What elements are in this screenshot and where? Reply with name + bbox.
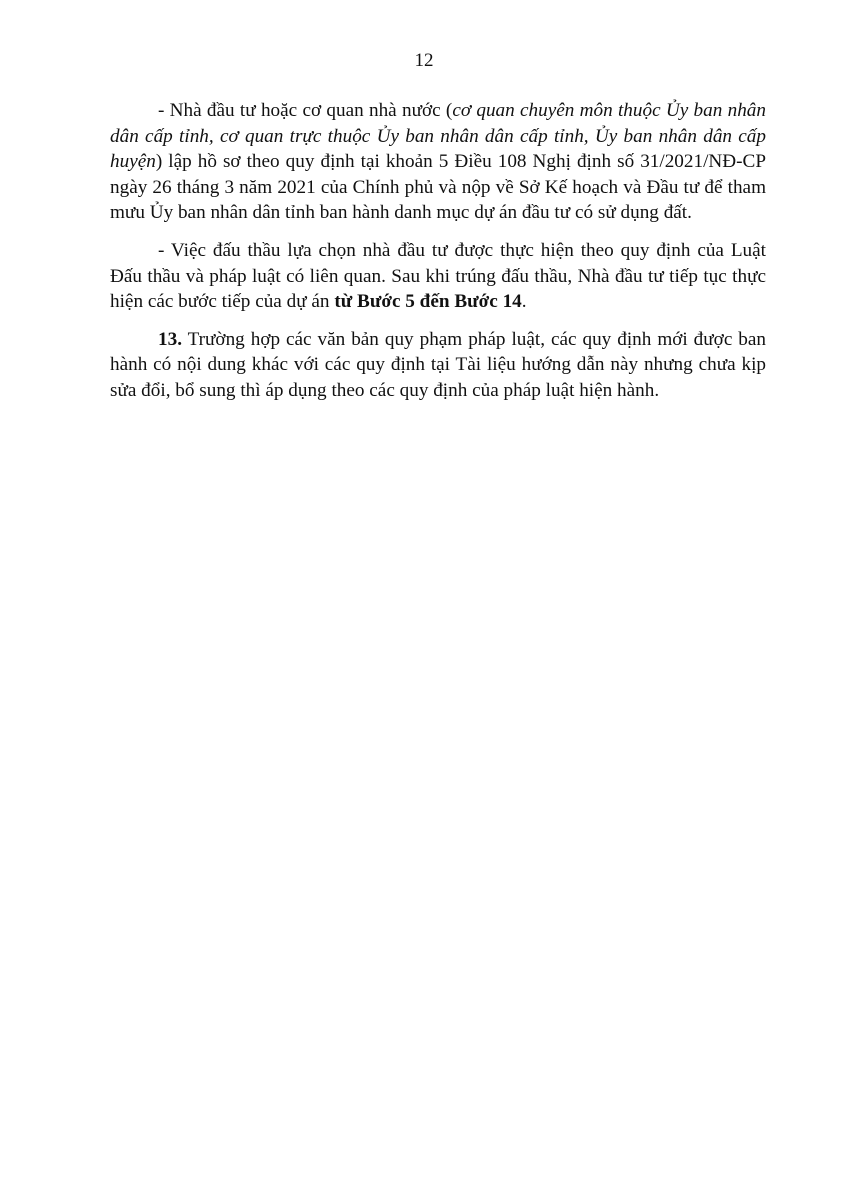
page-number: 12 (414, 50, 434, 71)
item-number: 13. (158, 328, 182, 350)
paragraph-item-13 (110, 327, 766, 404)
paragraph-text: - Việc đấu thầu lựa chọn nhà đầu tư được thực hiện theo quy định của Luật Đấu thầu và pháp luật có liên quan. Sau khi trúng đấu thầu, Nhà đầu tư tiếp tục thực hiện các bước tiếp của dự án (110, 239, 766, 313)
paragraph-text: Trường hợp các văn bản quy phạm pháp luật, các quy định mới được ban hành có nội dung khác với các quy định tại Tài liệu hướng dẫn này nhưng chưa kịp sửa đổi, bổ sung thì áp dụng theo các quy định của pháp luật hiện hành. (110, 328, 766, 401)
italic-agency-list: cơ quan chuyên môn thuộc Ủy ban nhân dân cấp tỉnh, cơ quan trực thuộc Ủy ban nhân dân cấp tỉnh, Ủy ban nhân dân cấp huyện (110, 100, 766, 173)
document-body (110, 98, 766, 416)
paragraph-end: . (521, 291, 527, 313)
paragraph-text: ) lập hồ sơ theo quy định tại khoản 5 Điều 108 Nghị định số 31/2021/NĐ-CP ngày 26 tháng 3 năm 2021 của Chính phủ và nộp về Sở Kế hoạch và Đầu tư để tham mưu Ủy ban nhân dân tỉnh ban hành danh mục dự án đầu tư có sử dụng đất. (110, 151, 766, 224)
paragraph-bidding (110, 238, 766, 315)
paragraph-investor-dossier (110, 98, 766, 226)
paragraph-text: - Nhà đầu tư hoặc cơ quan nhà nước ( (158, 100, 453, 121)
bold-step-range: từ Bước 5 đến Bước 14 (334, 291, 522, 313)
